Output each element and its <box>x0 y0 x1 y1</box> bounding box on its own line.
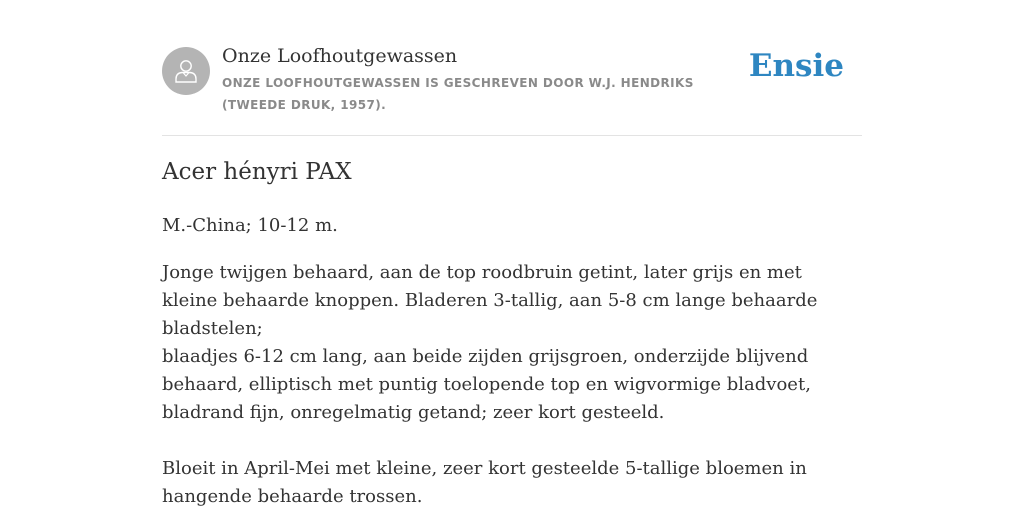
user-icon <box>172 57 200 85</box>
source-title[interactable]: Onze Loofhoutgewassen <box>222 45 458 67</box>
ensie-logo[interactable]: Ensie <box>748 48 844 84</box>
source-subtitle: ONZE LOOFHOUTGEWASSEN IS GESCHREVEN DOOR W.J. HENDRIKS (TWEEDE DRUK, 1957). <box>222 76 694 112</box>
page-container <box>162 0 862 507</box>
entry-paragraph: Jonge twijgen behaard, aan de top roodbruin getint, later grijs en met kleine behaarde knoppen. Bladeren 3-tallig, aan 5-8 cm lange behaarde bladstelen; <box>162 262 818 339</box>
entry-paragraph: blaadjes 6-12 cm lang, aan beide zijden grijsgroen, onderzijde blijvend behaard, elliptisch met puntig toelopende top en wigvormige bladvoet, bladrand fijn, onregelmatig getand; zeer kort gesteeld. <box>162 346 811 423</box>
entry-paragraph: Bloeit in April-Mei met kleine, zeer kort gesteelde 5-tallige bloemen in hangende behaarde trossen. <box>162 458 807 507</box>
entry-paragraph: M.-China; 10-12 m. <box>162 215 338 236</box>
source-avatar[interactable] <box>162 47 210 95</box>
entry-title: Acer hényri PAX <box>162 159 352 185</box>
source-header <box>162 0 862 136</box>
